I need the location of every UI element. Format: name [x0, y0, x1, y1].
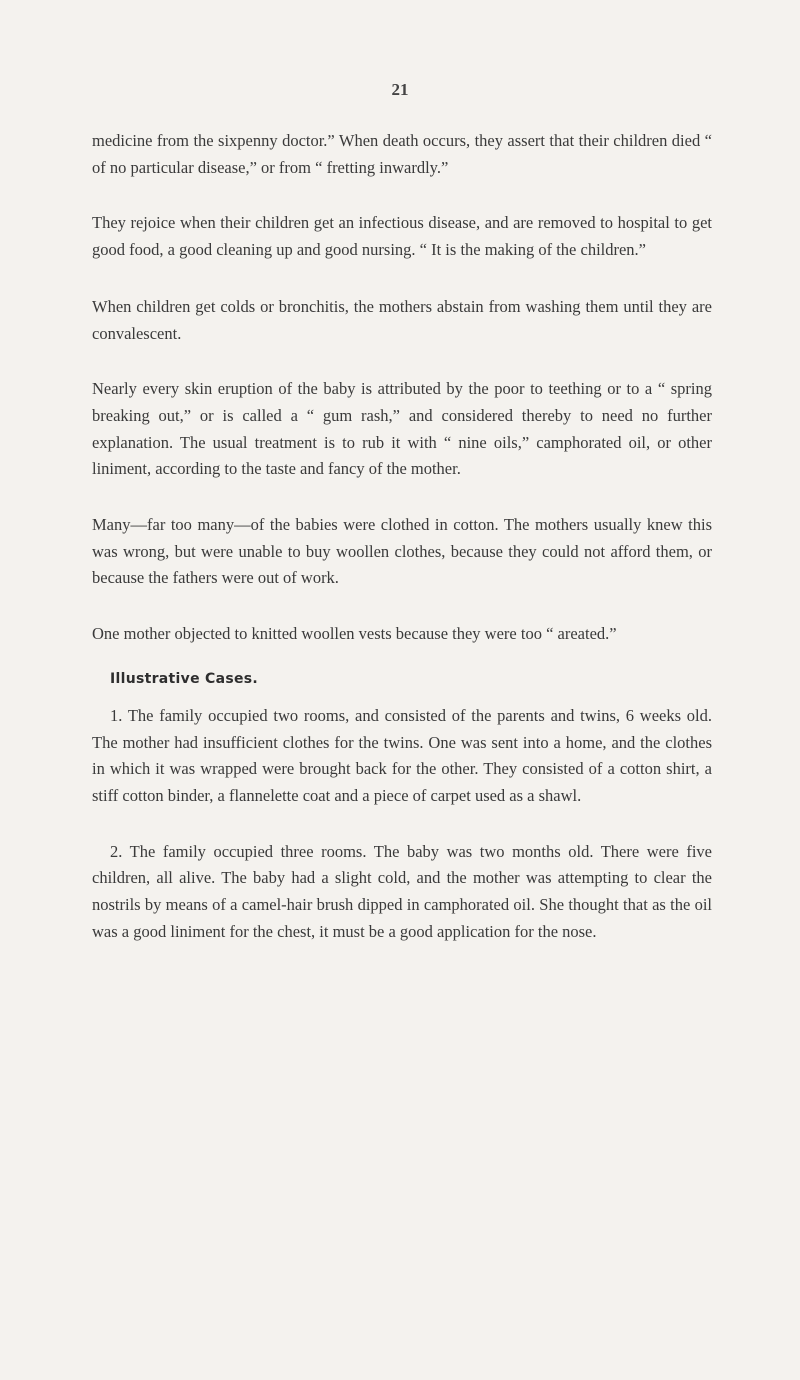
- section-heading: Illustrative Cases.: [110, 670, 259, 687]
- paragraph-woollen-vests: One mother objected to knitted woollen vests because they were too “ areated.”: [92, 624, 617, 644]
- paragraph-continuation: medicine from the sixpenny doctor.” When death occurs, they assert that their children died “ of no particular disease,” or from “ fretting inwardly.”: [92, 131, 712, 177]
- paragraph-colds-bronchitis: When children get colds or bronchitis, the mothers abstain from washing them until they are convalescent.: [92, 296, 712, 343]
- page-number: 21: [391, 80, 409, 99]
- paragraph-skin-eruption: Nearly every skin eruption of the baby is attributed by the poor to teething or to a “ spring breaking out,” or is called a “ gum rash,” and considered thereby to need no further explanation. The usual treatment is to rub it with “ nine oils,” camphorated oil, or other liniment, according to the taste and fancy of the mother.: [92, 379, 712, 479]
- paragraph-cotton-clothing: Many—far too many—of the babies were clothed in cotton. The mothers usually knew this was wrong, but were unable to buy woollen clothes, because they could not afford them, or because the fathers were out of work.: [92, 515, 712, 588]
- paragraph-infectious-disease: They rejoice when their children get an infectious disease, and are removed to hospital to get good food, a good cleaning up and good nursing. “ It is the making of the children.”: [92, 213, 712, 260]
- case-1: 1. The family occupied two rooms, and consisted of the parents and twins, 6 weeks old. The mother had insufficient clothes for the twins. One was sent into a home, and the clothes in which it was wrapped were brought back for the other. They consisted of a cotton shirt, a stiff cotton binder, a flannelette coat and a piece of carpet used as a shawl.: [92, 705, 712, 805]
- body-text: [92, 128, 712, 945]
- case-2: 2. The family occupied three rooms. The baby was two months old. There were five children, all alive. The baby had a slight cold, and the mother was attempting to clear the nostrils by means of a camel-hair brush dipped in camphorated oil. She thought that as the oil was a good liniment for the chest, it must be a good application for the nose.: [92, 841, 712, 941]
